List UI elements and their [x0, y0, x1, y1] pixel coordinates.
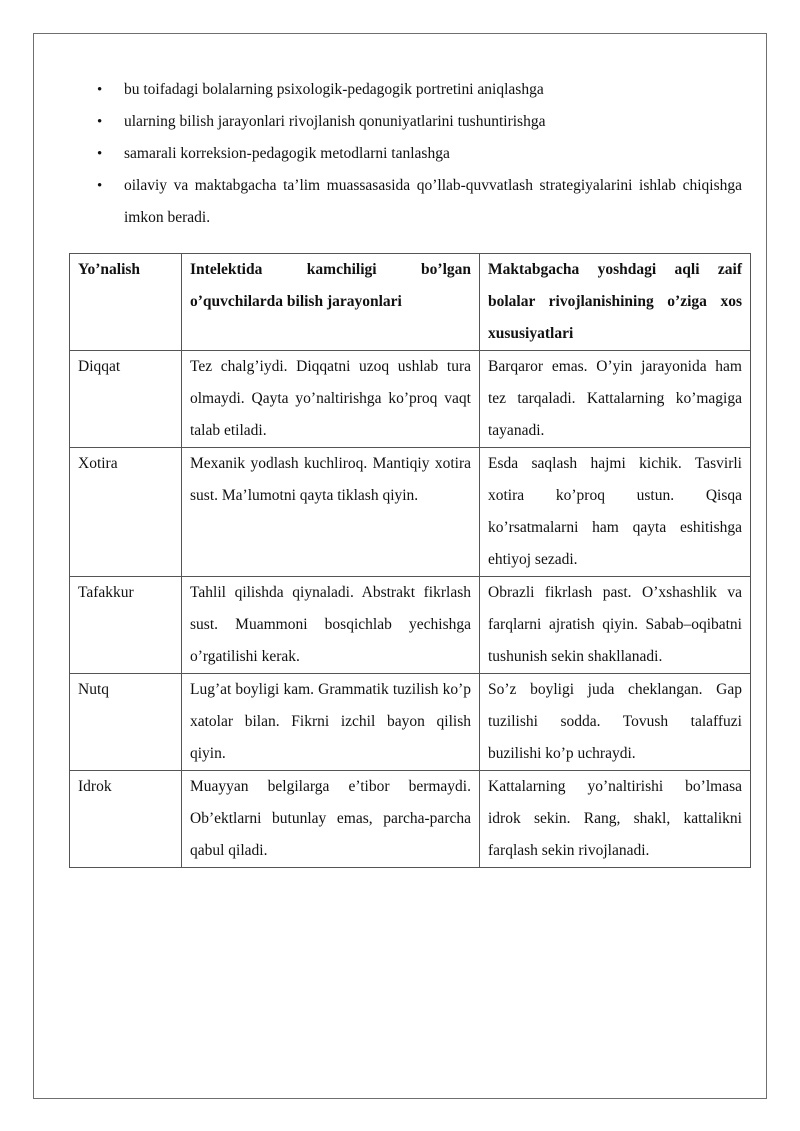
bullet-list	[96, 74, 742, 234]
list-item-text: bu toifadagi bolalarning psixologik-pedagogik portretini aniqlashga	[124, 81, 544, 98]
row-label: Idrok	[70, 771, 182, 868]
row-label: Nutq	[70, 674, 182, 771]
table-cell: So’z boyligi juda cheklangan. Gap tuzilishi sodda. Tovush talaffuzi buzilishi ko’p uchraydi.	[480, 674, 751, 771]
table-cell: Esda saqlash hajmi kichik. Tasvirli xotira ko’proq ustun. Qisqa ko’rsatmalarni ham qayta eshitishga ehtiyoj sezadi.	[480, 448, 751, 577]
bullet-icon: •	[97, 114, 103, 130]
header-preschool-features: Maktabgacha yoshdagi aqli zaif bolalar rivojlanishining o’ziga xos xususiyatlari	[480, 254, 751, 351]
table-cell: Tahlil qilishda qiynaladi. Abstrakt fikrlash sust. Muammoni bosqichlab yechishga o’rgatilishi kerak.	[182, 577, 480, 674]
table-row	[70, 771, 751, 868]
table-cell: Tez chalg’iydi. Diqqatni uzoq ushlab tura olmaydi. Qayta yo’naltirishga ko’proq vaqt talab etiladi.	[182, 351, 480, 448]
row-label: Xotira	[70, 448, 182, 577]
list-item-text: ularning bilish jarayonlari rivojlanish qonuniyatlarini tushuntirishga	[124, 113, 546, 130]
table-cell: Mexanik yodlash kuchliroq. Mantiqiy xotira sust. Ma’lumotni qayta tiklash qiyin.	[182, 448, 480, 577]
table-cell: Lug’at boyligi kam. Grammatik tuzilish ko’p xatolar bilan. Fikrni izchil bayon qilish qiyin.	[182, 674, 480, 771]
list-item	[96, 74, 742, 106]
table-row	[70, 577, 751, 674]
header-direction: Yo’nalish	[70, 254, 182, 351]
list-item-text: samarali korreksion-pedagogik metodlarni tanlashga	[124, 145, 450, 162]
list-item	[96, 106, 742, 138]
table-cell: Barqaror emas. O’yin jarayonida ham tez tarqaladi. Kattalarning ko’magiga tayanadi.	[480, 351, 751, 448]
list-item-text: oilaviy va maktabgacha ta’lim muassasasida qo’llab-quvvatlash strategiyalarini ishlab chiqishga imkon beradi.	[124, 177, 742, 226]
list-item	[96, 138, 742, 170]
table-row	[70, 448, 751, 577]
table-header-row	[70, 254, 751, 351]
bullet-icon: •	[97, 178, 103, 194]
table-cell: Kattalarning yo’naltirishi bo’lmasa idrok sekin. Rang, shakl, kattalikni farqlash sekin rivojlanadi.	[480, 771, 751, 868]
bullet-icon: •	[97, 146, 103, 162]
table-row	[70, 674, 751, 771]
row-label: Diqqat	[70, 351, 182, 448]
table-cell: Obrazli fikrlash past. O’xshashlik va farqlarni ajratish qiyin. Sabab–oqibatni tushunish sekin shakllanadi.	[480, 577, 751, 674]
table-cell: Muayyan belgilarga e’tibor bermaydi. Ob’ektlarni butunlay emas, parcha-parcha qabul qiladi.	[182, 771, 480, 868]
comparison-table	[69, 253, 751, 868]
header-intellectual-deficit: Intelektida kamchiligi bo’lgan o’quvchilarda bilish jarayonlari	[182, 254, 480, 351]
bullet-icon: •	[97, 82, 103, 98]
list-item	[96, 170, 742, 234]
row-label: Tafakkur	[70, 577, 182, 674]
table-row	[70, 351, 751, 448]
